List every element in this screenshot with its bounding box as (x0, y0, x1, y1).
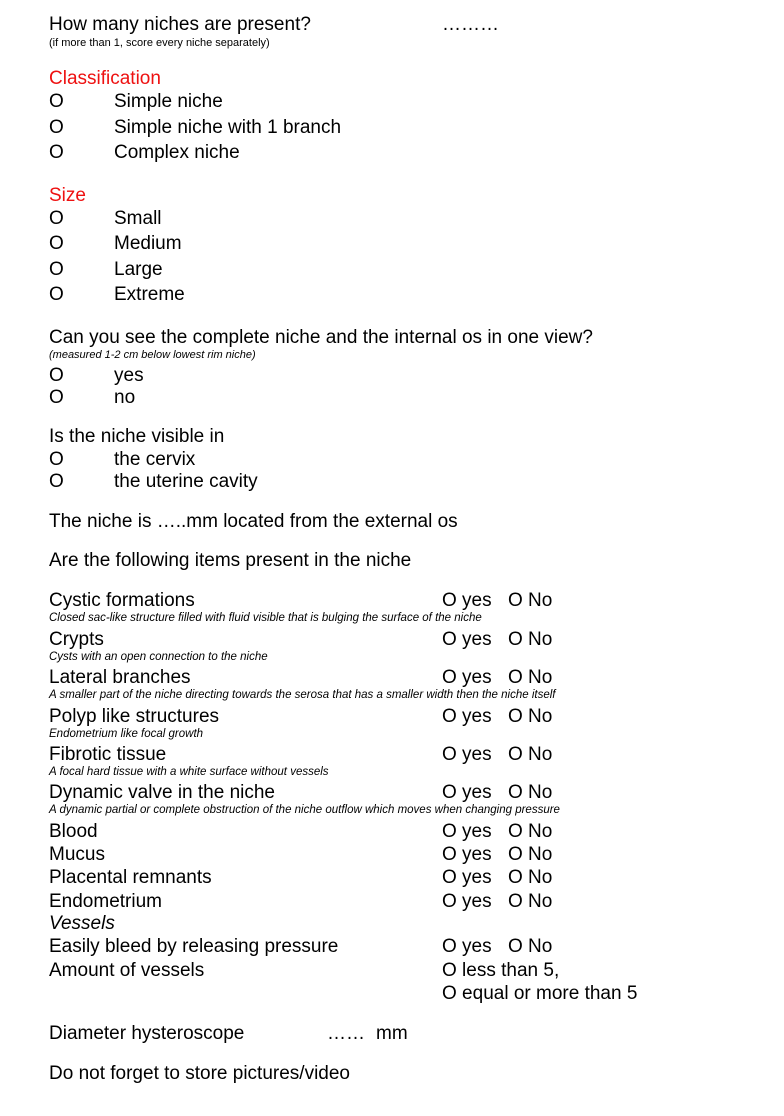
item-description: Closed sac-like structure filled with fluid visible that is bulging the surface of the niche (49, 612, 482, 624)
item-no[interactable]: O No (508, 744, 553, 765)
complete-view-note: (measured 1-2 cm below lowest rim niche) (49, 349, 256, 361)
radio-cervix[interactable]: O (49, 449, 64, 470)
item-yes[interactable]: O yes (442, 744, 492, 765)
option-cervix: the cervix (114, 449, 196, 470)
item-label: Crypts (49, 629, 104, 650)
vessels-5-or-more[interactable]: O equal or more than 5 (442, 983, 638, 1004)
option-complex-niche: Complex niche (114, 142, 240, 163)
vessels-bleed-no[interactable]: O No (508, 936, 553, 957)
item-no[interactable]: O No (508, 590, 553, 611)
question-items-present: Are the following items present in the niche (49, 550, 412, 571)
item-label: Mucus (49, 844, 105, 865)
radio-complex-niche[interactable]: O (49, 142, 64, 163)
item-description: A smaller part of the niche directing towards the serosa that has a smaller width then the niche itself (49, 689, 556, 701)
question-complete-view: Can you see the complete niche and the internal os in one view? (49, 327, 593, 348)
option-simple-niche-branch: Simple niche with 1 branch (114, 117, 342, 138)
classification-title: Classification (49, 68, 161, 89)
item-no[interactable]: O No (508, 821, 553, 842)
item-label: Polyp like structures (49, 706, 220, 727)
option-size-large: Large (114, 259, 163, 280)
radio-size-large[interactable]: O (49, 259, 64, 280)
item-description: A focal hard tissue with a white surface without vessels (49, 766, 329, 778)
reminder-text: Do not forget to store pictures/video (49, 1063, 350, 1084)
item-yes[interactable]: O yes (442, 867, 492, 888)
item-label: Blood (49, 821, 98, 842)
item-description: Endometrium like focal growth (49, 728, 204, 740)
item-no[interactable]: O No (508, 891, 553, 912)
item-label: Lateral branches (49, 667, 191, 688)
option-size-medium: Medium (114, 233, 182, 254)
item-description: A dynamic partial or complete obstruction of the niche outflow which moves when changing pressure (49, 804, 560, 816)
radio-simple-niche-branch[interactable]: O (49, 117, 64, 138)
radio-size-extreme[interactable]: O (49, 284, 64, 305)
item-label: Cystic formations (49, 590, 195, 611)
vessels-bleed-label: Easily bleed by releasing pressure (49, 936, 339, 957)
item-no[interactable]: O No (508, 782, 553, 803)
item-no[interactable]: O No (508, 667, 553, 688)
item-yes[interactable]: O yes (442, 821, 492, 842)
item-no[interactable]: O No (508, 844, 553, 865)
item-yes[interactable]: O yes (442, 782, 492, 803)
niche-count-blank[interactable]: ……… (442, 14, 499, 35)
item-label: Endometrium (49, 891, 162, 912)
option-simple-niche: Simple niche (114, 91, 223, 112)
niche-count-note: (if more than 1, score every niche separately) (49, 37, 270, 49)
option-size-small: Small (114, 208, 162, 229)
item-yes[interactable]: O yes (442, 706, 492, 727)
radio-simple-niche[interactable]: O (49, 91, 64, 112)
radio-uterine-cavity[interactable]: O (49, 471, 64, 492)
option-uterine-cavity: the uterine cavity (114, 471, 258, 492)
radio-size-small[interactable]: O (49, 208, 64, 229)
item-yes[interactable]: O yes (442, 629, 492, 650)
item-no[interactable]: O No (508, 629, 553, 650)
size-title: Size (49, 185, 86, 206)
item-yes[interactable]: O yes (442, 590, 492, 611)
option-size-extreme: Extreme (114, 284, 185, 305)
item-label: Dynamic valve in the niche (49, 782, 275, 803)
question-distance: The niche is …..mm located from the external os (49, 511, 458, 532)
item-yes[interactable]: O yes (442, 844, 492, 865)
item-yes[interactable]: O yes (442, 667, 492, 688)
item-no[interactable]: O No (508, 706, 553, 727)
diameter-blank[interactable]: …… (327, 1023, 365, 1044)
item-label: Fibrotic tissue (49, 744, 167, 765)
vessels-less-than-5[interactable]: O less than 5, (442, 960, 560, 981)
diameter-label: Diameter hysteroscope (49, 1023, 245, 1044)
question-visible-in: Is the niche visible in (49, 426, 225, 447)
item-description: Cysts with an open connection to the niche (49, 651, 268, 663)
radio-view-yes[interactable]: O (49, 365, 64, 386)
option-view-yes: yes (114, 365, 144, 386)
radio-view-no[interactable]: O (49, 387, 64, 408)
vessels-title: Vessels (49, 913, 115, 934)
item-yes[interactable]: O yes (442, 891, 492, 912)
item-label: Placental remnants (49, 867, 212, 888)
vessels-bleed-yes[interactable]: O yes (442, 936, 492, 957)
vessels-amount-label: Amount of vessels (49, 960, 205, 981)
question-niche-count: How many niches are present? (49, 14, 311, 35)
radio-size-medium[interactable]: O (49, 233, 64, 254)
option-view-no: no (114, 387, 136, 408)
item-no[interactable]: O No (508, 867, 553, 888)
diameter-unit: mm (376, 1023, 408, 1044)
